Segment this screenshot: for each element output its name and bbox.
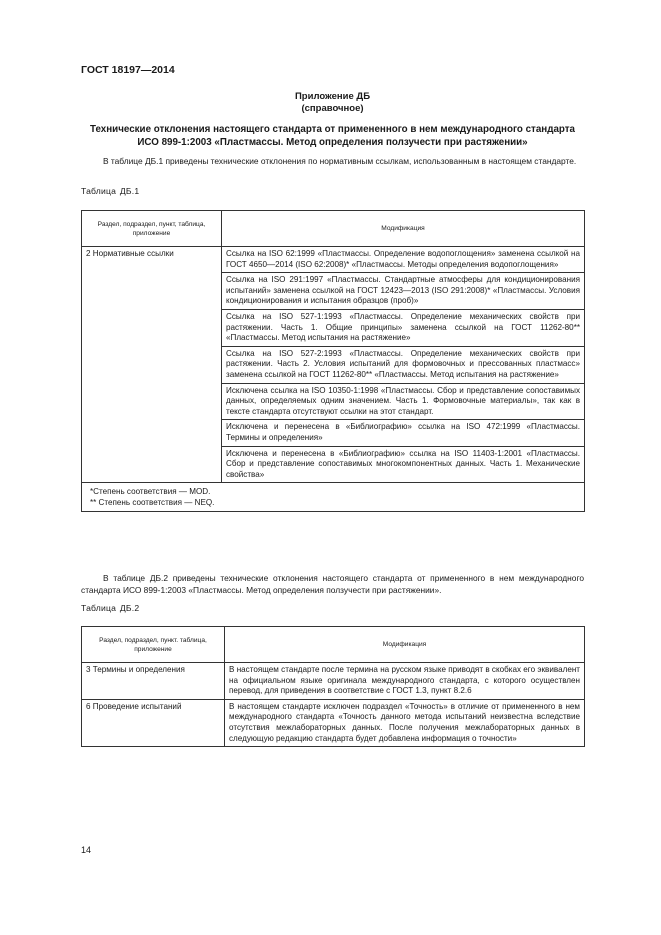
table-2-section-cell: 6 Проведение испытаний [82, 699, 225, 746]
intro-paragraph-2: В таблице ДБ.2 приведены технические отклонения настоящего стандарта от примененного в нем международного стандарта ИСО 899-1:2003 «Пластмассы. Метод определения ползучести при растяжении». [81, 573, 584, 595]
table-1-cell: Ссылка на ISO 527-2:1993 «Пластмассы. Определение механических свойств при растяжении. Часть 2. Условия испытаний для формовочных и прессованных пластмасс» заменена ссылкой на ГОСТ 11262-80** «Пластмассы. Метод испытания на растяжение» [222, 346, 585, 383]
table-1-section-cell: 2 Нормативные ссылки [82, 247, 222, 483]
table-db2 [81, 626, 585, 747]
table-2-header-section: Раздел, подраздел, пункт. таблица, приложение [82, 627, 225, 663]
page-number: 14 [81, 845, 92, 855]
table-1-cell: Ссылка на ISO 291:1997 «Пластмассы. Стандартные атмосферы для кондиционирования испытаний» заменена ссылкой на ГОСТ 12423—2013 (ISO 291:2008)* «Пластмассы. Условия кондиционирования и испытания образцов (проб)» [222, 273, 585, 310]
table-1-header-row [82, 211, 585, 247]
table-1-caption-number: ДБ.1 [119, 186, 140, 196]
section-title: Технические отклонения настоящего стандарта от примененного в нем международного стандарта ИСО 899-1:2003 «Пластмассы. Метод определения ползучести при растяжении» [89, 124, 575, 148]
table-1-caption [81, 186, 139, 196]
table-1-cell: Исключена и перенесена в «Библиографию» ссылка на ISO 472:1999 «Пластмассы. Термины и определения» [222, 420, 585, 446]
intro-paragraph-1: В таблице ДБ.1 приведены технические отклонения по нормативным ссылкам, использованным в настоящем стандарте. [103, 156, 577, 166]
table-row [82, 699, 585, 746]
table-1-cell: Ссылка на ISO 62:1999 «Пластмассы. Определение водопоглощения» заменена ссылкой на ГОСТ 4650—2014 (ISO 62:2008)* «Пластмассы. Методы определения водопоглощения» [222, 247, 585, 273]
table-row [82, 663, 585, 700]
annex-subtitle: (справочное) [301, 103, 364, 114]
table-2-cell: В настоящем стандарте исключен подраздел «Точность» в отличие от примененного в нем международного стандарта «Точность данного метода испытаний неизвестна вследствие отсутствия межлабораторных данных. После получения межлабораторных данных в следующую редакцию стандарта будет добавлена информация о точности» [225, 699, 585, 746]
table-1-header-modification: Модификация [222, 211, 585, 247]
table-2-caption-prefix: Таблица [81, 603, 117, 613]
table-2-caption-number: ДБ.2 [119, 603, 140, 613]
table-2-section-cell: 3 Термины и определения [82, 663, 225, 700]
table-2-header-row [82, 627, 585, 663]
table-1-caption-prefix: Таблица [81, 186, 117, 196]
table-1-note-1: *Степень соответствия — MOD. [90, 487, 211, 497]
table-row [82, 247, 585, 273]
table-1-note-2: ** Степень соответствия — NEQ. [90, 498, 215, 508]
table-1-header-section: Раздел, подраздел, пункт, таблица, приложение [82, 211, 222, 247]
document-header: ГОСТ 18197—2014 [81, 64, 175, 76]
table-db1 [81, 210, 585, 512]
table-1-cell: Исключена и перенесена в «Библиографию» ссылка на ISO 11403-1:2001 «Пластмассы. Сбор и представление сопоставимых многокомпонентных данных. Часть 1. Механические свойства» [222, 446, 585, 483]
table-1-notes [82, 483, 585, 512]
table-1-cell: Исключена ссылка на ISO 10350-1:1998 «Пластмассы. Сбор и представление сопоставимых данных, определяемых одним значением. Часть 1. Формовочные материалы», так как в тексте стандарта отсутствуют ссылки на этот стандарт. [222, 383, 585, 420]
table-2-cell: В настоящем стандарте после термина на русском языке приводят в скобках его эквивалент на официальном языке оригинала международного стандарта, с которого осуществлен перевод, для приведения в соответствие с ГОСТ 1.3, пункт 8.2.6 [225, 663, 585, 700]
table-2-caption [81, 603, 139, 613]
table-1-notes-row [82, 483, 585, 512]
table-1-cell: Ссылка на ISO 527-1:1993 «Пластмассы. Определение механических свойств при растяжении. Часть 1. Общие принципы» заменена ссылкой на ГОСТ 11262-80** «Пластмассы. Метод испытания на растяжение» [222, 309, 585, 346]
annex-title: Приложение ДБ [294, 91, 371, 102]
table-2-header-modification: Модификация [225, 627, 585, 663]
